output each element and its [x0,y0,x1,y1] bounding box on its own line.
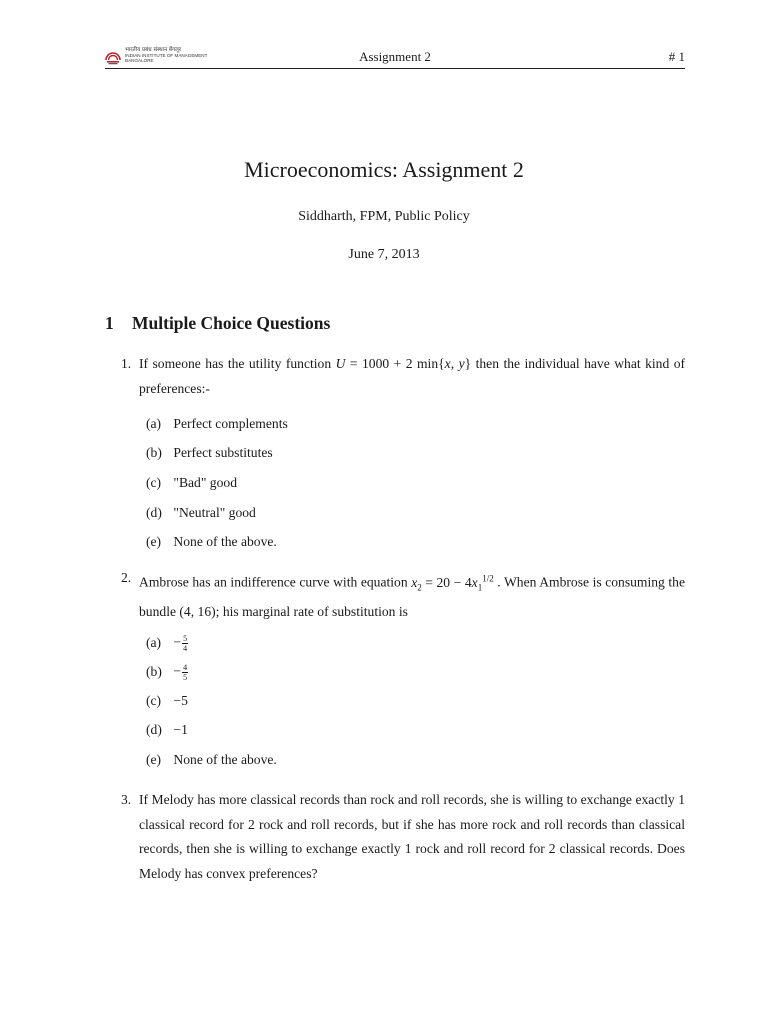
question-number: 2. [121,570,132,585]
logo-line-2: BANGALORE [125,58,154,63]
option: (c) −5 [146,693,188,708]
option: (e) None of the above. [146,752,277,767]
option: (c) "Bad" good [146,475,237,490]
page-header [105,46,685,69]
logo-line-1: INDIAN INSTITUTE OF MANAGEMENT [125,53,208,58]
question-math: $x_2 = 20 - 4x_1^{1/2}$ [411,573,494,593]
option: (d) −1 [146,722,188,737]
question-text-before: If someone has the utility function [139,356,336,371]
option: (b) − $\frac{4}{5}$ [146,663,188,682]
question-math: U = 1000 + 2 min{x, y} [335,356,472,371]
section-heading [105,313,330,334]
option: (e) None of the above. [146,534,277,549]
question-number: 3. [121,792,132,807]
option: (b) Perfect substitutes [146,445,273,460]
option: (a) Perfect complements [146,416,288,431]
question-text-after: then the individual have what kind of preferences:- [139,356,686,396]
fraction: $\frac{4}{5}$ [183,663,188,682]
header-page-number: # 1 [668,49,685,64]
question-text: If Melody has more classical records than rock and roll records, she is willing to exchange exactly 1 classical record for 2 rock and roll records, but if she has more rock and roll records than classical records, then she is willing to exchange exactly 1 rock and roll record for 2 classical records. Does Melody has convex preferences? [139,792,685,881]
option: (d) "Neutral" good [146,505,256,520]
question-3 [121,788,685,886]
question-2 [121,566,685,624]
question-text-after: . When Ambrose is consuming the bundle (4, 16); his marginal rate of substitution is [139,574,685,619]
question-number: 1. [121,356,132,371]
header-title: Assignment 2 [359,49,431,64]
section-title: Multiple Choice Questions [132,313,331,333]
question-1 [121,352,686,401]
document-date: June 7, 2013 [348,247,420,262]
document-title: Microeconomics: Assignment 2 [244,157,524,182]
document-author: Siddharth, FPM, Public Policy [298,209,470,224]
logo-hindi-text: भारतीय प्रबंध संस्थान बेंगलूर [125,47,182,53]
option: (a) − $\frac{5}{4}$ [146,634,188,653]
question-text-before: Ambrose has an indifference curve with equation [139,574,412,590]
section-number: 1 [105,313,114,333]
fraction: $\frac{5}{4}$ [183,634,188,653]
